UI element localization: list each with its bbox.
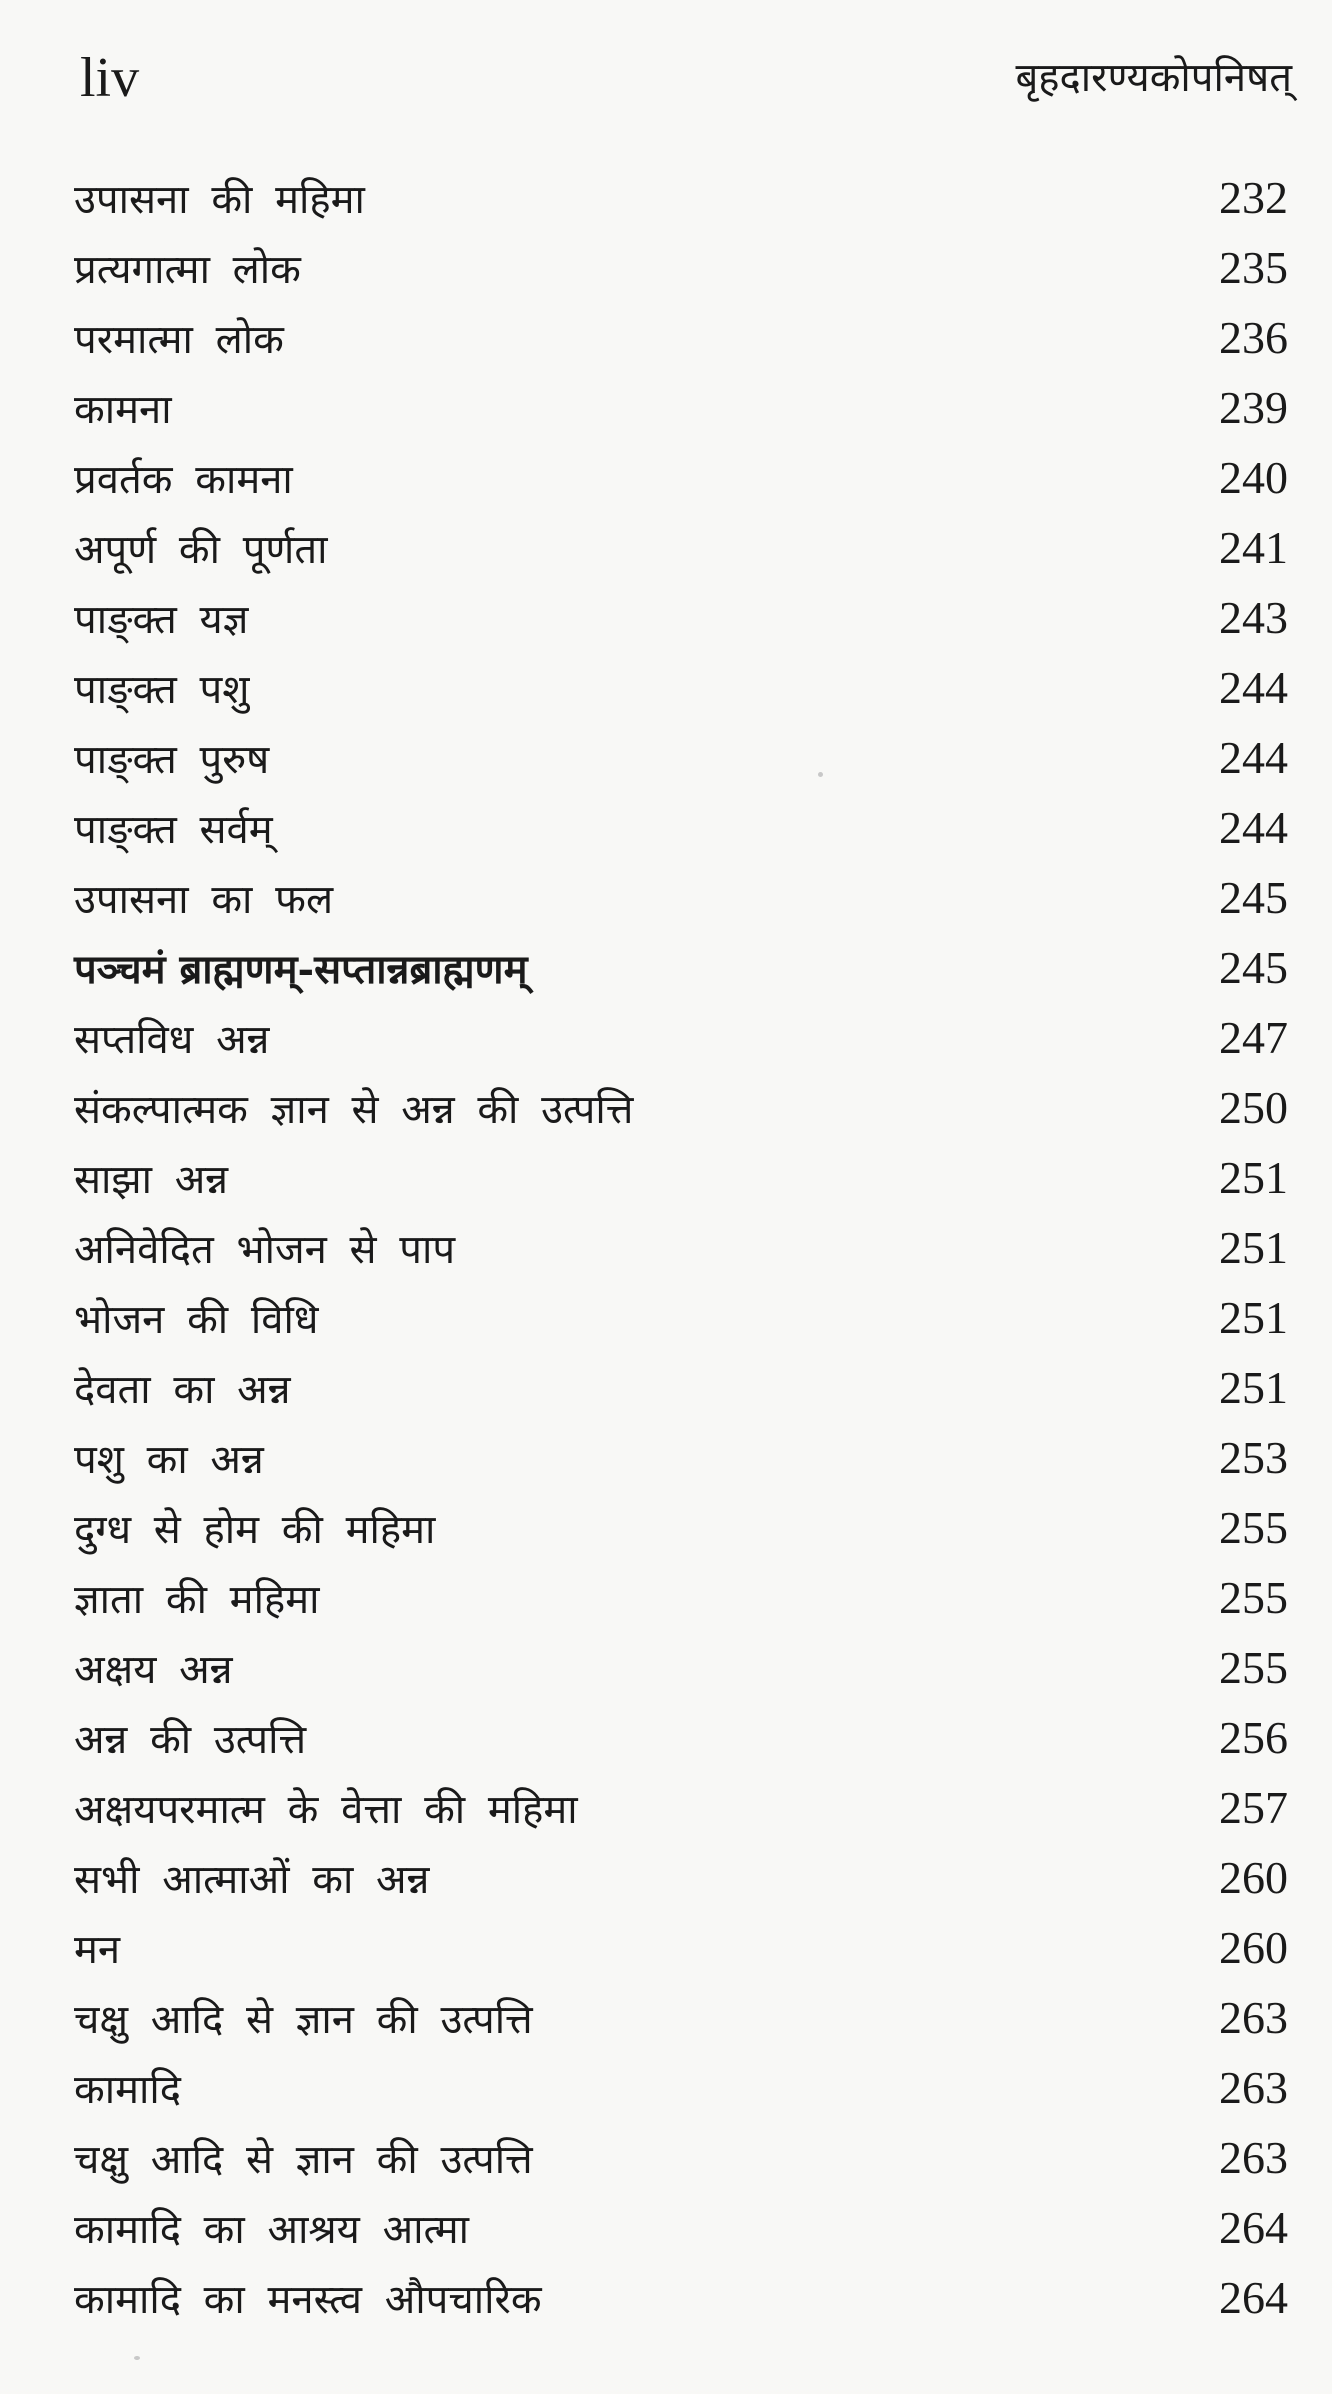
toc-entry-page: 263 xyxy=(1219,2131,1288,2183)
toc-entry-page: 232 xyxy=(1219,171,1288,223)
toc-entry-page: 239 xyxy=(1219,381,1288,433)
toc-entry-page: 263 xyxy=(1219,1991,1288,2043)
toc-entry xyxy=(74,372,1288,442)
toc-entry xyxy=(74,1422,1288,1492)
toc-entry-page: 244 xyxy=(1219,801,1288,853)
toc-entry-page: 255 xyxy=(1219,1571,1288,1623)
paper-speck xyxy=(818,772,823,777)
toc-entry-page: 264 xyxy=(1219,2271,1288,2323)
toc-entry-page: 240 xyxy=(1219,451,1288,503)
toc-section-heading: पञ्चमं ब्राह्मणम्-सप्तान्नब्राह्मणम् xyxy=(74,945,528,993)
toc-entry-page: 260 xyxy=(1219,1851,1288,1903)
toc-entry-page: 236 xyxy=(1219,311,1288,363)
toc-entry xyxy=(74,792,1288,862)
toc-entry-title: साझा अन्न xyxy=(74,1156,229,1203)
toc-entry xyxy=(74,1772,1288,1842)
toc-entry-title: दुग्ध से होम की महिमा xyxy=(74,1506,436,1553)
table-of-contents xyxy=(74,162,1288,2332)
toc-entry-title: अपूर्ण की पूर्णता xyxy=(74,526,328,573)
toc-entry-page: 247 xyxy=(1219,1011,1288,1063)
toc-entry xyxy=(74,302,1288,372)
toc-entry xyxy=(74,1842,1288,1912)
toc-entry xyxy=(74,1982,1288,2052)
toc-entry-page: 235 xyxy=(1219,241,1288,293)
toc-entry xyxy=(74,1212,1288,1282)
toc-entry xyxy=(74,2192,1288,2262)
toc-entry xyxy=(74,1912,1288,1982)
toc-entry xyxy=(74,582,1288,652)
toc-entry-title: अक्षय अन्न xyxy=(74,1646,233,1693)
toc-entry-page: 251 xyxy=(1219,1291,1288,1343)
toc-entry xyxy=(74,162,1288,232)
toc-entry-title: चक्षु आदि से ज्ञान की उत्पत्ति xyxy=(74,1996,533,2043)
toc-entry-page: 243 xyxy=(1219,591,1288,643)
page-header xyxy=(80,38,1292,118)
toc-entry xyxy=(74,1282,1288,1352)
toc-entry xyxy=(74,1702,1288,1772)
toc-entry-title: मन xyxy=(74,1926,121,1973)
toc-entry-title: ज्ञाता की महिमा xyxy=(74,1576,320,1623)
toc-entry-title: पाङ्क्त सर्वम् xyxy=(74,806,273,853)
toc-entry-title: देवता का अन्न xyxy=(74,1366,291,1413)
toc-entry-title: भोजन की विधि xyxy=(74,1296,319,1343)
toc-entry-title: पशु का अन्न xyxy=(74,1436,264,1483)
toc-entry-title: उपासना की महिमा xyxy=(74,176,365,223)
toc-entry-title: पाङ्क्त पशु xyxy=(74,666,250,713)
toc-entry-title: सप्तविध अन्न xyxy=(74,1016,270,1063)
toc-entry xyxy=(74,2052,1288,2122)
toc-entry-page: 244 xyxy=(1219,731,1288,783)
toc-entry xyxy=(74,1002,1288,1072)
page-number: liv xyxy=(80,47,140,109)
toc-entry xyxy=(74,2262,1288,2332)
toc-entry-title: अक्षयपरमात्म के वेत्ता की महिमा xyxy=(74,1786,578,1833)
toc-entry-title: कामादि का मनस्त्व औपचारिक xyxy=(74,2276,542,2323)
toc-entry xyxy=(74,862,1288,932)
toc-entry xyxy=(74,1492,1288,1562)
toc-entry-title: संकल्पात्मक ज्ञान से अन्न की उत्पत्ति xyxy=(74,1086,634,1133)
toc-entry-title: प्रवर्तक कामना xyxy=(74,456,293,503)
toc-entry-title: कामादि xyxy=(74,2066,181,2113)
toc-entry-page: 255 xyxy=(1219,1501,1288,1553)
book-title: बृहदारण्यकोपनिषत् xyxy=(1015,55,1292,101)
toc-entry-page: 251 xyxy=(1219,1151,1288,1203)
toc-entry-title: कामादि का आश्रय आत्मा xyxy=(74,2206,469,2253)
toc-entry-page: 253 xyxy=(1219,1431,1288,1483)
toc-entry xyxy=(74,512,1288,582)
toc-entry-page: 255 xyxy=(1219,1641,1288,1693)
toc-entry xyxy=(74,652,1288,722)
toc-entry xyxy=(74,1562,1288,1632)
toc-entry-page: 245 xyxy=(1219,941,1288,993)
toc-entry-page: 260 xyxy=(1219,1921,1288,1973)
toc-entry-title: सभी आत्माओं का अन्न xyxy=(74,1856,430,1903)
toc-entry-page: 244 xyxy=(1219,661,1288,713)
toc-entry xyxy=(74,1072,1288,1142)
toc-entry-title: कामना xyxy=(74,386,172,433)
toc-entry-title: परमात्मा लोक xyxy=(74,316,284,363)
toc-entry-page: 251 xyxy=(1219,1221,1288,1273)
toc-entry xyxy=(74,232,1288,302)
toc-entry-page: 251 xyxy=(1219,1361,1288,1413)
toc-entry xyxy=(74,1352,1288,1422)
toc-entry-page: 257 xyxy=(1219,1781,1288,1833)
toc-entry-title: पाङ्क्त यज्ञ xyxy=(74,596,249,643)
toc-entry-title: उपासना का फल xyxy=(74,876,334,923)
toc-entry-page: 245 xyxy=(1219,871,1288,923)
toc-entry xyxy=(74,932,1288,1002)
toc-entry-page: 263 xyxy=(1219,2061,1288,2113)
toc-entry xyxy=(74,2122,1288,2192)
toc-entry-page: 264 xyxy=(1219,2201,1288,2253)
toc-entry-page: 241 xyxy=(1219,521,1288,573)
toc-entry-title: पाङ्क्त पुरुष xyxy=(74,736,270,783)
toc-entry-title: प्रत्यगात्मा लोक xyxy=(74,246,301,293)
toc-entry-title: अनिवेदित भोजन से पाप xyxy=(74,1226,456,1273)
toc-entry-page: 256 xyxy=(1219,1711,1288,1763)
toc-entry xyxy=(74,722,1288,792)
toc-entry-title: चक्षु आदि से ज्ञान की उत्पत्ति xyxy=(74,2136,533,2183)
toc-entry-page: 250 xyxy=(1219,1081,1288,1133)
paper-speck xyxy=(134,2356,140,2360)
toc-entry-title: अन्न की उत्पत्ति xyxy=(74,1716,307,1763)
toc-entry xyxy=(74,1142,1288,1212)
toc-entry xyxy=(74,442,1288,512)
toc-entry xyxy=(74,1632,1288,1702)
